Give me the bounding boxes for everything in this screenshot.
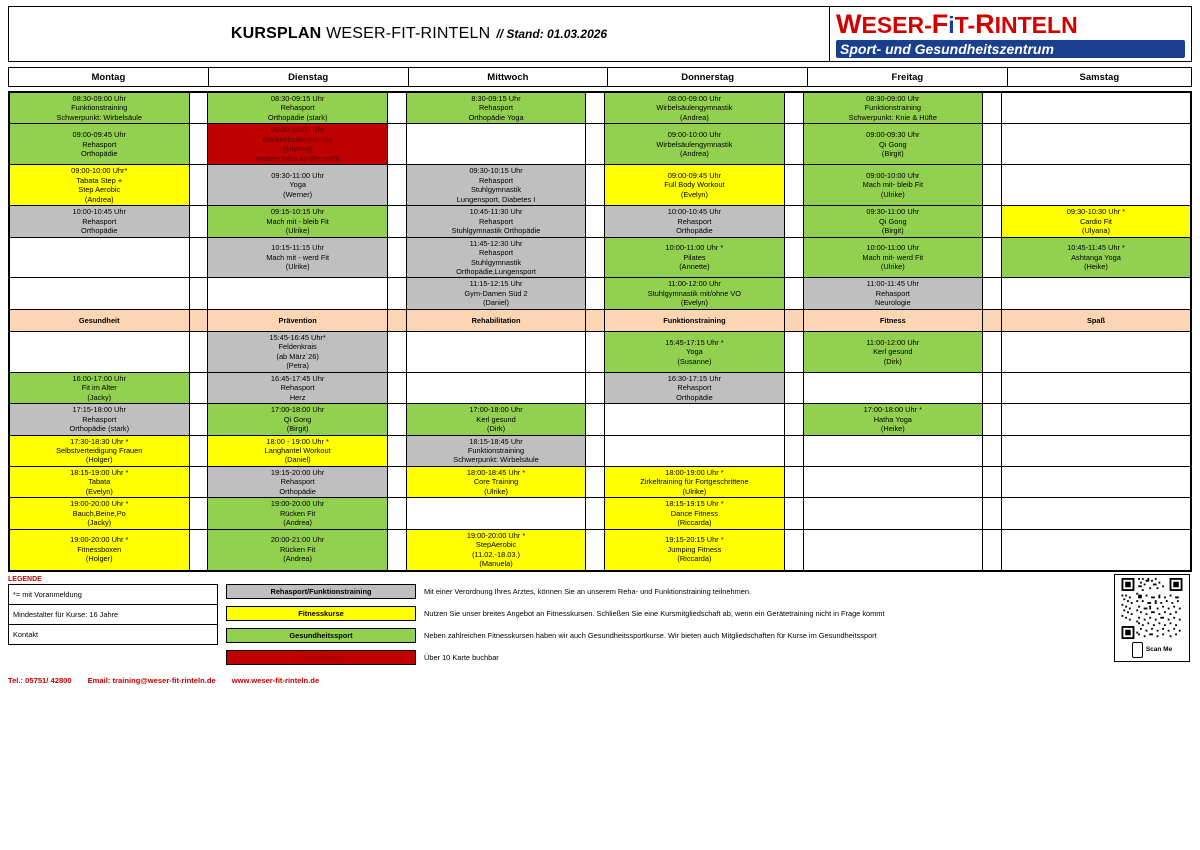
column-spacer [189,124,208,165]
logo-w: W [836,8,862,39]
course-cell[interactable]: 10:15-11:15 Uhr Mach mit - werd Fit (Ulrike) [208,237,388,278]
course-cell[interactable]: 17:30-18:30 Uhr * Selbstverteidigung Frauen (Holger) [10,435,190,466]
column-spacer [784,404,803,435]
day-header-mittwoch: Mittwoch [409,68,609,86]
course-cell[interactable]: 20:00-21:00 Uhr Rücken Fit (Andrea) [208,529,388,570]
column-spacer [983,529,1002,570]
category-label-spaß: Spaß [1001,309,1190,331]
legend-swatch-zusatz: Zusatzkurse [226,650,416,665]
column-spacer [983,498,1002,529]
empty-cell [1001,466,1190,497]
course-cell[interactable]: 09:30-11:00 Uhr Yoga (Werner) [208,165,388,206]
column-spacer [784,124,803,165]
column-spacer [586,466,605,497]
empty-cell [803,435,983,466]
column-spacer [189,435,208,466]
schedule-row [10,237,1191,278]
schedule-row [10,435,1191,466]
column-spacer [586,435,605,466]
column-spacer [586,124,605,165]
course-cell[interactable]: 19:00-20:00 Uhr * Bauch,Beine,Po (Jacky) [10,498,190,529]
column-spacer [189,404,208,435]
contact-website[interactable]: www.weser-fit-rinteln.de [231,675,320,685]
category-label-fitness: Fitness [803,309,983,331]
empty-cell [208,278,388,309]
column-spacer [784,498,803,529]
column-spacer [387,206,406,237]
empty-cell [10,278,190,309]
column-spacer [387,278,406,309]
column-spacer [784,372,803,403]
category-label-funktionstraining: Funktionstraining [605,309,785,331]
logo-tagline: Sport- und Gesundheitszentrum [836,40,1185,58]
logo-eser: ESER- [861,11,932,38]
logo-wordmark [836,8,1185,39]
course-cell[interactable]: 10:00-11:00 Uhr Mach mit- werd Fit (Ulrike) [803,237,983,278]
column-spacer [586,529,605,570]
page-subtitle: // Stand: 01.03.2026 [496,27,608,41]
page-title-name: WESER-FIT-RINTELN [326,25,491,42]
course-cell[interactable]: 16:00-17:00 Uhr Fit im Alter (Jacky) [10,372,190,403]
column-spacer [189,165,208,206]
column-spacer [983,124,1002,165]
legend-note-voranmeldung: *= mit Voranmeldung [9,585,217,605]
column-spacer [784,206,803,237]
category-spacer [586,309,605,331]
course-cell[interactable]: 09:00-10:00 Uhr Beckenbodentraining (Ulyana) weitere Infos im WeserFit [208,124,388,165]
column-spacer [784,331,803,372]
course-cell[interactable]: 08:30-09:00 Uhr Funktionstraining Schwerpunkt: Wirbelsäule [10,93,190,124]
course-cell[interactable]: 10:45-11:45 Uhr * Ashtanga Yoga (Heike) [1001,237,1190,278]
empty-cell [1001,404,1190,435]
column-spacer [189,466,208,497]
logo-r: R [975,8,995,39]
empty-cell [605,404,785,435]
schedule-row [10,466,1191,497]
course-cell[interactable]: 19:15-20:00 Uhr Rehasport Orthopädie [208,466,388,497]
column-spacer [189,93,208,124]
schedule-row [10,278,1191,309]
column-spacer [983,404,1002,435]
course-cell[interactable]: 18:00-18:45 Uhr * Core Training (Ulrike) [406,466,586,497]
legend-desc-reha: Mit einer Verordnung Ihres Arztes, können Sie an unserem Reha- und Funktionstraining teilnehmen. [424,586,752,596]
empty-cell [406,372,586,403]
course-cell[interactable]: 09:00-10:00 Uhr* Tabata Step + Step Aerobic (Andrea) [10,165,190,206]
empty-cell [605,435,785,466]
course-cell[interactable]: 17:15-18:00 Uhr Rehasport Orthopädie (stark) [10,404,190,435]
course-cell[interactable]: 09:30-10:30 Uhr * Cardio Fit (Ulyana) [1001,206,1190,237]
legend-section [8,576,1192,685]
column-spacer [784,93,803,124]
schedule-grid [8,91,1192,572]
column-spacer [387,404,406,435]
course-cell[interactable]: 17:00-18:00 Uhr * Hatha Yoga (Heike) [803,404,983,435]
schedule-row [10,404,1191,435]
category-row [10,309,1191,331]
course-cell[interactable]: 17:00-18:00 Uhr Kerl gesund (Dirk) [406,404,586,435]
column-spacer [387,435,406,466]
course-cell[interactable]: 09:00-09:45 Uhr Full Body Workout (Evelyn) [605,165,785,206]
legend-desc-fitness: Nutzen Sie unser breites Angebot an Fitnesskursen. Schließen Sie eine Kursmitgliedschaft ab, wenn ein Gerätetraining nicht in Frage kommt [424,608,885,618]
column-spacer [387,331,406,372]
column-spacer [983,466,1002,497]
empty-cell [1001,372,1190,403]
course-cell[interactable]: 09:30-11:00 Uhr Qi Gong (Birgit) [803,206,983,237]
column-spacer [983,237,1002,278]
column-spacer [586,206,605,237]
empty-cell [406,124,586,165]
logo-f: F [931,8,949,39]
empty-cell [10,237,190,278]
schedule-body [10,93,1191,571]
column-spacer [189,529,208,570]
column-spacer [784,529,803,570]
empty-cell [1001,498,1190,529]
course-cell[interactable]: 17:00-18:00 Uhr Qi Gong (Birgit) [208,404,388,435]
column-spacer [387,529,406,570]
empty-cell [803,498,983,529]
page-title-strong: KURSPLAN [230,25,322,42]
phone-icon [1132,642,1143,658]
legend-body [8,584,1192,672]
empty-cell [803,529,983,570]
qr-scan-row [1132,642,1172,658]
legend-note-mindestalter: Mindestalter für Kurse: 16 Jahre [9,605,217,625]
logo-inteln: INTELN [994,11,1078,38]
qr-scan-label: Scan Me [1145,646,1173,654]
empty-cell [803,466,983,497]
course-cell[interactable]: 11:00-12:00 Uhr Kerl gesund (Dirk) [803,331,983,372]
column-spacer [387,372,406,403]
legend-note-kontakt: Kontakt [13,629,39,639]
day-header-row [8,67,1192,87]
column-spacer [983,278,1002,309]
course-cell[interactable]: 10:45-11:30 Uhr Rehasport Stuhlgymnastik Orthopädie [406,206,586,237]
category-spacer [983,309,1002,331]
empty-cell [1001,124,1190,165]
legend-title: LEGENDE [8,575,42,583]
schedule-row [10,124,1191,165]
empty-cell [1001,435,1190,466]
column-spacer [586,331,605,372]
contact-row [8,676,1192,685]
course-cell[interactable]: 09:00-09:45 Uhr Rehasport Orthopädie [10,124,190,165]
course-cell[interactable]: 18:15-19:15 Uhr * Dance Fitness (Riccarda) [605,498,785,529]
column-spacer [983,206,1002,237]
column-spacer [189,331,208,372]
course-cell[interactable]: 09:00-10:00 Uhr Wirbelsäulengymnastik (Andrea) [605,124,785,165]
course-cell[interactable]: 08:30-09:15 Uhr Rehasport Orthopädie (stark) [208,93,388,124]
column-spacer [784,435,803,466]
column-spacer [784,466,803,497]
column-spacer [387,165,406,206]
empty-cell [406,331,586,372]
course-cell[interactable]: 19:00-20:00 Uhr * StepAerobic (11.02.-18.03.) (Manuela) [406,529,586,570]
day-header-montag: Montag [9,68,209,86]
legend-swatch-gesundheit: Gesundheitssport [226,628,416,643]
course-cell[interactable]: 18:00-19:00 Uhr * Zirkeltraining für Fortgeschrittene (Ulrike) [605,466,785,497]
column-spacer [586,237,605,278]
column-spacer [983,435,1002,466]
column-spacer [189,206,208,237]
day-header-dienstag: Dienstag [209,68,409,86]
logo-i: i [948,11,955,38]
legend-swatches [226,584,416,672]
course-cell[interactable]: 19:00-20:00 Uhr * Fitnessboxen (Holger) [10,529,190,570]
category-spacer [784,309,803,331]
column-spacer [784,237,803,278]
legend-swatch-fitness: Fitnesskurse [226,606,416,621]
legend-left-box [8,584,218,645]
course-cell[interactable]: 09:30-10:15 Uhr Rehasport Stuhlgymnastik Lungensport, Diabetes I [406,165,586,206]
logo-t: T- [954,11,976,38]
schedule-row [10,93,1191,124]
category-spacer [189,309,208,331]
qr-code-box[interactable] [1114,574,1190,662]
category-label-rehabilitation: Rehabilitation [406,309,586,331]
schedule-row [10,331,1191,372]
course-cell[interactable]: 09:00-10:00 Uhr Mach mit- bleib Fit (Ulrike) [803,165,983,206]
column-spacer [387,237,406,278]
empty-cell [406,498,586,529]
contact-phone: Tel.: 05751/ 42800 [8,675,72,685]
column-spacer [586,165,605,206]
course-cell[interactable]: 10:00-11:00 Uhr * Pilates (Annette) [605,237,785,278]
schedule-row [10,165,1191,206]
course-cell[interactable]: 09:15-10:15 Uhr Mach mit - bleib Fit (Ulrike) [208,206,388,237]
legend-swatch-reha: Rehasport/Funktionstraining [226,584,416,599]
legend-desc-zusatz: Über 10 Karte buchbar [424,652,499,662]
course-cell[interactable]: 11:00-11:45 Uhr Rehasport Neurologie [803,278,983,309]
course-cell[interactable]: 10:00-10:45 Uhr Rehasport Orthopädie [10,206,190,237]
page-title [231,25,490,43]
schedule-table [9,92,1191,571]
page-header [8,6,1192,62]
column-spacer [387,466,406,497]
column-spacer [983,165,1002,206]
column-spacer [983,331,1002,372]
course-cell[interactable]: 08:00-09:00 Uhr Wirbelsäulengymnastik (Andrea) [605,93,785,124]
schedule-row [10,498,1191,529]
column-spacer [586,404,605,435]
brand-logo [829,7,1191,61]
course-cell[interactable]: 11:00-12:00 Uhr Stuhlgymnastik mit/ohne VO (Evelyn) [605,278,785,309]
column-spacer [784,165,803,206]
column-spacer [784,278,803,309]
column-spacer [189,498,208,529]
day-header-donnerstag: Donnerstag [608,68,808,86]
qr-code-icon [1119,578,1185,639]
empty-cell [10,331,190,372]
column-spacer [387,498,406,529]
course-cell[interactable]: 08:30-09:00 Uhr Funktionstraining Schwerpunkt: Knie & Hüfte [803,93,983,124]
column-spacer [586,498,605,529]
schedule-row [10,372,1191,403]
column-spacer [586,93,605,124]
category-spacer [387,309,406,331]
course-cell[interactable]: 16:45-17:45 Uhr Rehasport Herz [208,372,388,403]
course-cell[interactable]: 18:00 - 19:00 Uhr * Langhantel Workout (Daniel) [208,435,388,466]
empty-cell [1001,165,1190,206]
category-label-prävention: Prävention [208,309,388,331]
course-cell[interactable]: 8:30-09:15 Uhr Rehasport Orthopädie Yoga [406,93,586,124]
category-label-gesundheit: Gesundheit [10,309,190,331]
course-cell[interactable]: 19:00-20:00 Uhr Rücken Fit (Andrea) [208,498,388,529]
course-cell[interactable]: 18:15-18:45 Uhr Funktionstraining Schwerpunkt: Wirbelsäule [406,435,586,466]
empty-cell [1001,93,1190,124]
schedule-row [10,529,1191,570]
legend-desc-gesundheit: Neben zahlreichen Fitnesskursen haben wir auch Gesundheitssportkurse. Wir bieten auch Mitgliedschaften für Kurse im Gesundheitssport [424,630,877,640]
column-spacer [189,237,208,278]
course-cell[interactable]: 09:00-09:30 Uhr Qi Gong (Birgit) [803,124,983,165]
column-spacer [586,372,605,403]
course-cell[interactable]: 11:45-12:30 Uhr Rehasport Stuhlgymnastik Orthopädie,Lungensport [406,237,586,278]
course-cell[interactable]: 15:45-17:15 Uhr * Yoga (Susanne) [605,331,785,372]
column-spacer [189,278,208,309]
empty-cell [1001,278,1190,309]
contact-email[interactable]: Email: training@weser-fit-rinteln.de [87,675,216,685]
empty-cell [1001,529,1190,570]
column-spacer [387,93,406,124]
course-cell[interactable]: 15:45-16:45 Uhr* Feldenkrais (ab März`26) (Petra) [208,331,388,372]
day-header-freitag: Freitag [808,68,1008,86]
column-spacer [387,124,406,165]
course-cell[interactable]: 19:15-20:15 Uhr * Jumping Fitness (Riccarda) [605,529,785,570]
empty-cell [803,372,983,403]
column-spacer [983,93,1002,124]
column-spacer [983,372,1002,403]
course-cell[interactable]: 11:15-12:15 Uhr Gym-Damen Süd 2 (Daniel) [406,278,586,309]
column-spacer [189,372,208,403]
legend-descriptions [424,584,1192,672]
course-cell[interactable]: 18:15-19:00 Uhr * Tabata (Evelyn) [10,466,190,497]
schedule-row [10,206,1191,237]
course-cell[interactable]: 16:30-17:15 Uhr Rehasport Orthopädie [605,372,785,403]
day-header-samstag: Samstag [1079,71,1120,83]
header-title-block [9,7,829,61]
column-spacer [586,278,605,309]
empty-cell [1001,331,1190,372]
course-cell[interactable]: 10:00-10:45 Uhr Rehasport Orthopädie [605,206,785,237]
